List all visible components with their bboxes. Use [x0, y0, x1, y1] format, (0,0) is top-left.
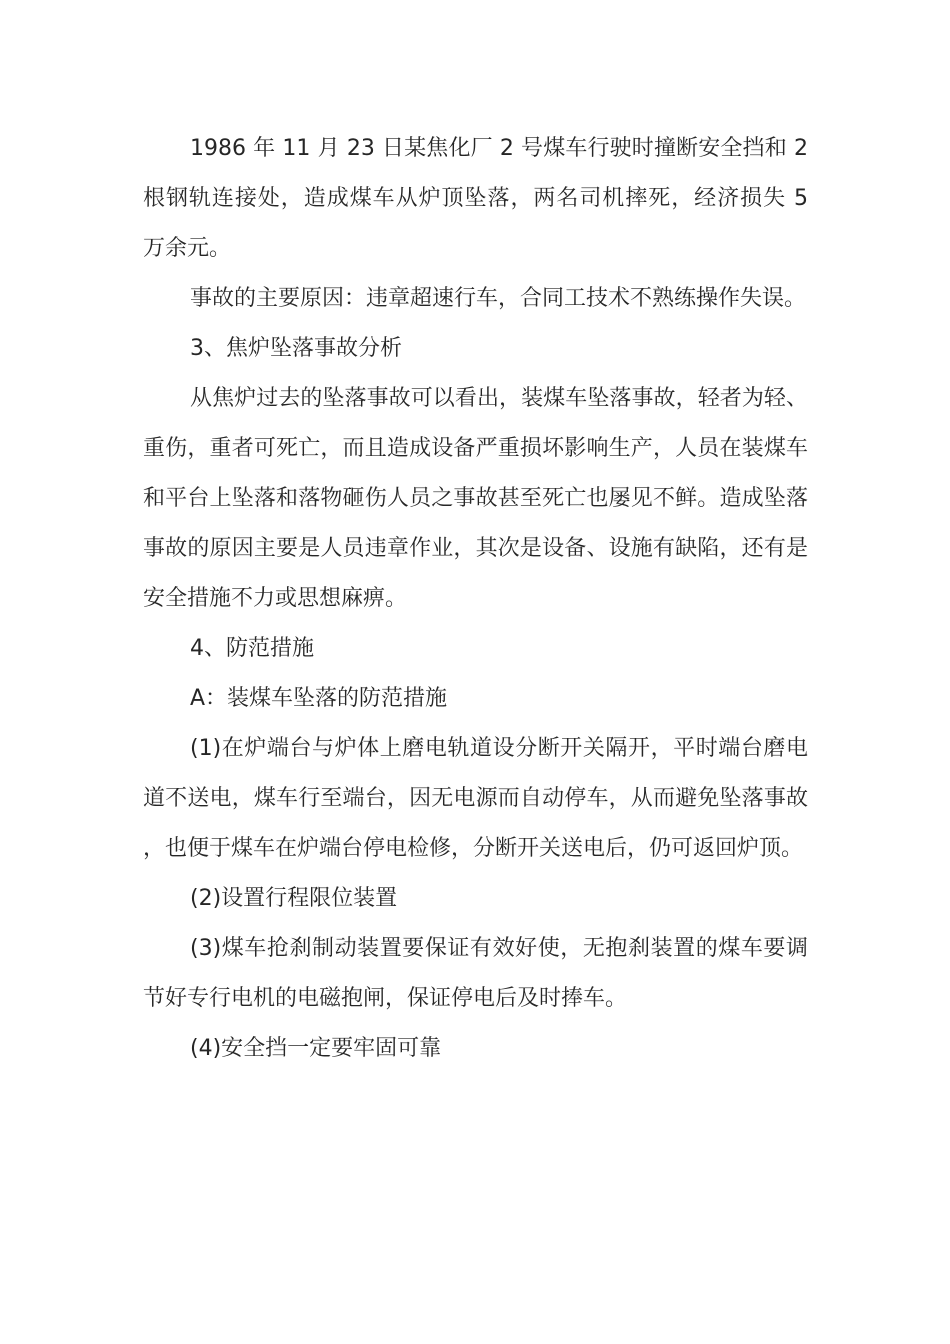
document-body — [143, 124, 808, 1074]
measure-item-1: (1)在炉端台与炉体上磨电轨道设分断开关隔开，平时端台磨电道不送电，煤车行至端台，因无电源而自动停车，从而避免坠落事故，也便于煤车在炉端台停电检修，分断开关送电后，仍可返回炉顶。 — [143, 736, 808, 861]
paragraph-main-cause: 事故的主要原因：违章超速行车，合同工技术不熟练操作失误。 — [190, 286, 807, 311]
paragraph-analysis: 从焦炉过去的坠落事故可以看出，装煤车坠落事故，轻者为轻、重伤，重者可死亡，而且造成设备严重损坏影响生产，人员在装煤车和平台上坠落和落物砸伤人员之事故甚至死亡也屡见不鲜。造成坠落事故的原因主要是人员违章作业，其次是设备、设施有缺陷，还有是安全措施不力或思想麻痹。 — [143, 386, 808, 611]
measure-item-2: (2)设置行程限位装置 — [190, 886, 398, 911]
heading-fall-accident-analysis: 3、焦炉坠落事故分析 — [190, 336, 402, 361]
heading-prevention-measures: 4、防范措施 — [190, 636, 314, 661]
measure-item-4: (4)安全挡一定要牢固可靠 — [190, 1036, 442, 1061]
subheading-coal-car-prevention: A：装煤车坠落的防范措施 — [190, 686, 448, 711]
measure-item-3: (3)煤车抢刹制动装置要保证有效好使，无抱刹装置的煤车要调节好专行电机的电磁抱闸，保证停电后及时捧车。 — [143, 936, 808, 1011]
paragraph-accident-1986: 1986 年 11 月 23 日某焦化厂 2 号煤车行驶时撞断安全挡和 2 根钢轨连接处，造成煤车从炉顶坠落，两名司机摔死，经济损失 5 万余元。 — [143, 136, 808, 261]
